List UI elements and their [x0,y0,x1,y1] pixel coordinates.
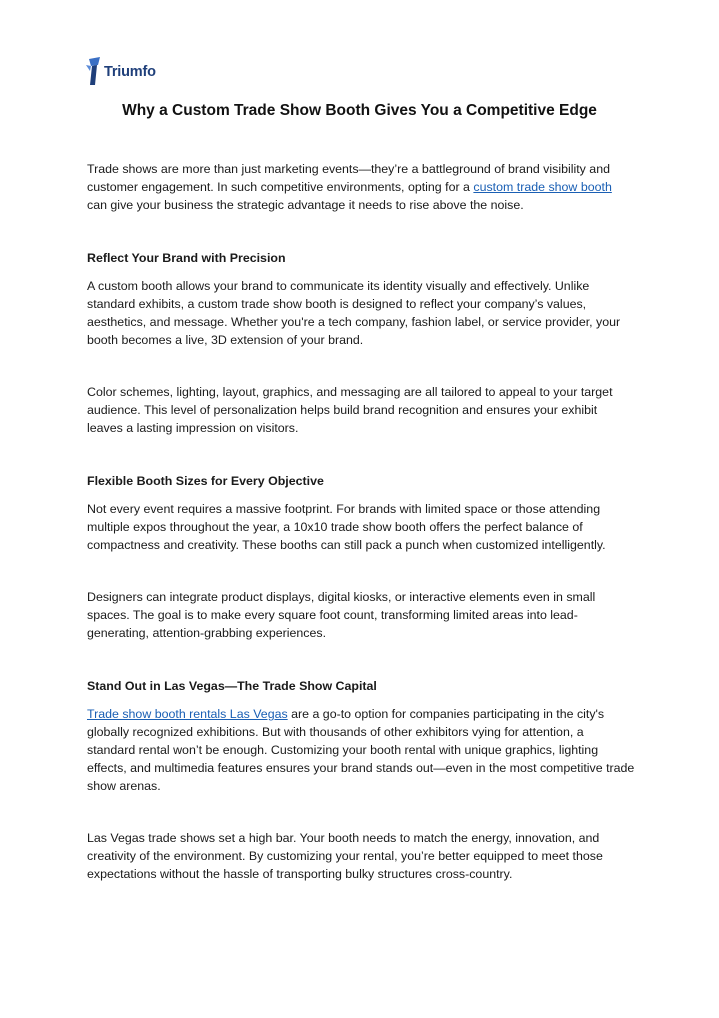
section3-paragraph-2: Las Vegas trade shows set a high bar. Your booth needs to match the energy, innovation, and creativity of the environment. By customizing your rental, you’re better equipped to meet those expectations without the hassle of transporting bulky structures cross-country. [87,831,603,881]
section2-paragraph-2: Designers can integrate product displays, digital kiosks, or interactive elements even in small spaces. The goal is to make every square foot count, transforming limited areas into lead-generating, attention-grabbing experiences. [87,590,596,640]
triumfo-logo-mark-icon [86,57,102,87]
trade-show-booth-rentals-las-vegas-link[interactable]: Trade show booth rentals Las Vegas [87,707,288,721]
section2-heading: Flexible Booth Sizes for Every Objective [87,474,324,488]
brand-name: Triumfo [104,64,156,80]
section3-paragraph-1-text: are a go-to option for companies participating in the city's globally recognized exhibitions. But with thousands of other exhibitors vying for attention, a standard rental won’t be enough. Customizing your booth rental with unique graphics, lighting effects, and multimedia features ensures your brand stands out—even in the most competitive trade show arenas. [87,707,635,793]
intro-paragraph [87,160,635,214]
intro-text-before: Trade shows are more than just marketing events—they’re a battleground of brand visibility and customer engagement. In such competitive environments, opting for a [87,162,610,194]
page-title: Why a Custom Trade Show Booth Gives You a Competitive Edge [122,102,597,119]
section3-heading: Stand Out in Las Vegas—The Trade Show Capital [87,679,377,693]
section1-paragraph-2: Color schemes, lighting, layout, graphics, and messaging are all tailored to appeal to your target audience. This level of personalization helps build brand recognition and ensures your exhibit leaves a lasting impression on visitors. [87,385,613,435]
section1-heading: Reflect Your Brand with Precision [87,251,286,265]
intro-text-after: can give your business the strategic advantage it needs to rise above the noise. [87,198,524,212]
section2-paragraph-1: Not every event requires a massive footprint. For brands with limited space or those attending multiple expos throughout the year, a 10x10 trade show booth offers the perfect balance of compactness and creativity. These booths can still pack a punch when customized intelligently. [87,502,606,552]
article-body [87,160,635,883]
section3-paragraph-1 [87,705,635,795]
section1-paragraph-1: A custom booth allows your brand to communicate its identity visually and effectively. Unlike standard exhibits, a custom trade show booth is designed to reflect your company’s values, aesthetics, and message. Whether you're a tech company, fashion label, or service provider, your booth becomes a live, 3D extension of your brand. [87,279,621,347]
custom-trade-show-booth-link[interactable]: custom trade show booth [473,180,612,194]
brand-logo [86,57,156,87]
